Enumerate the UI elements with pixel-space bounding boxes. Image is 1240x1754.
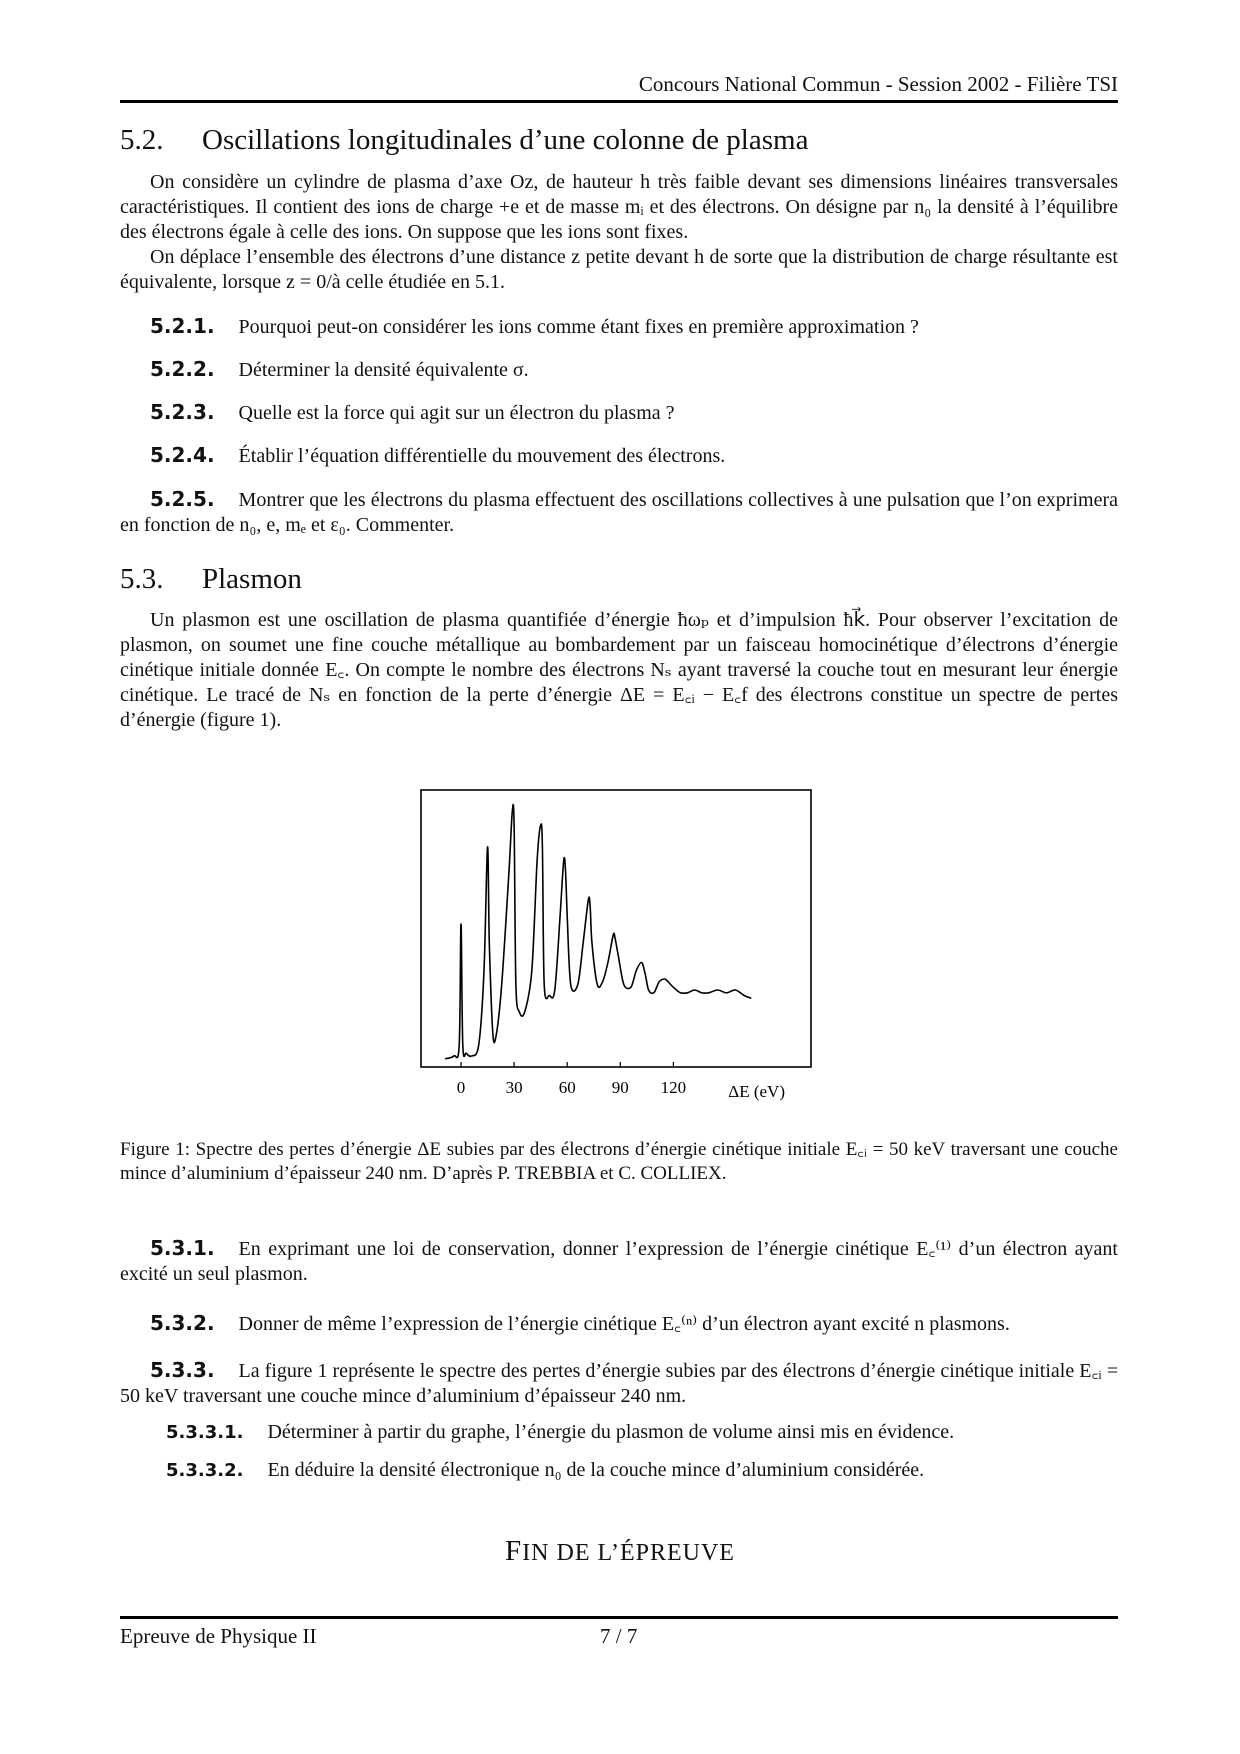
question-text: Quelle est la force qui agit sur un électron du plasma ?: [238, 402, 675, 424]
question-number: 5.2.3.: [150, 400, 215, 424]
question-text: Déterminer à partir du graphe, l’énergie du plasmon de volume ainsi mis en évidence.: [267, 1421, 955, 1443]
x-tick-label: 120: [660, 1078, 687, 1097]
question-5-2-4: [120, 443, 1118, 469]
end-first-letter: F: [505, 1535, 523, 1567]
section-heading-5-2: [120, 124, 808, 157]
question-number: 5.3.3.2.: [166, 1460, 244, 1481]
question-number: 5.3.2.: [150, 1311, 215, 1335]
x-tick-label: 0: [456, 1078, 466, 1097]
section-number: 5.3.: [120, 563, 164, 595]
energy-loss-spectrum-chart: [400, 780, 840, 1120]
x-tick-label: 90: [611, 1078, 629, 1097]
question-text: Donner de même l’expression de l’énergie cinétique E꜀⁽ⁿ⁾ d’un électron ayant excité n plasmons.: [238, 1313, 1010, 1335]
question-number: 5.2.2.: [150, 357, 215, 381]
header-rule: [120, 100, 1118, 103]
page-header: Concours National Commun - Session 2002 - Filière TSI: [638, 72, 1118, 96]
question-5-3-2: [120, 1311, 1118, 1337]
footer-exam-name: Epreuve de Physique II: [120, 1624, 317, 1648]
question-text: En exprimant une loi de conservation, donner l’expression de l’énergie cinétique E꜀⁽¹⁾ d’un électron ayant excité un seul plasmon.: [120, 1238, 1118, 1285]
subquestion-5-3-3-2: [120, 1458, 1118, 1483]
plot-frame: [421, 790, 811, 1067]
question-5-2-5: [120, 487, 1118, 538]
question-number: 5.3.1.: [150, 1236, 215, 1260]
section-number: 5.2.: [120, 124, 164, 156]
spectrum-curve: [445, 805, 751, 1059]
end-rest: IN DE L’ÉPREUVE: [522, 1540, 735, 1566]
paragraph-5-2-displacement: On déplace l’ensemble des électrons d’une distance z petite devant h de sorte que la distribution de charge résultante est équivalente, lorsque z = 0/à celle étudiée en 5.1.: [120, 246, 1118, 293]
question-text: Déterminer la densité équivalente σ.: [238, 359, 529, 381]
section-heading-5-3: [120, 563, 302, 596]
question-number: 5.2.4.: [150, 443, 215, 467]
question-5-2-3: [120, 400, 1118, 426]
x-axis-label: ΔE (eV): [728, 1082, 785, 1101]
question-text: La figure 1 représente le spectre des pertes d’énergie subies par des électrons d’énergie cinétique initiale E꜀ᵢ = 50 keV traversant une couche mince d’aluminium d’épaisseur 240 nm.: [120, 1360, 1118, 1407]
x-tick-label: 60: [558, 1078, 576, 1097]
question-text: Montrer que les électrons du plasma effectuent des oscillations collectives à une pulsation que l’on exprimera en fonction de n₀, e, mₑ et ε₀. Commenter.: [120, 489, 1118, 536]
question-number: 5.2.1.: [150, 314, 215, 338]
figure-caption: Figure 1: Spectre des pertes d’énergie ΔE subies par des électrons d’énergie cinétique initiale E꜀ᵢ = 50 keV traversant une couche mince d’aluminium d’épaisseur 240 nm. D’après P. TREBBIA et C. COLLIEX.: [120, 1139, 1118, 1184]
question-number: 5.3.3.1.: [166, 1422, 244, 1443]
question-5-2-2: [120, 357, 1118, 383]
question-number: 5.2.5.: [150, 487, 215, 511]
section-title: Oscillations longitudinales d’une colonne de plasma: [202, 124, 809, 156]
x-tick-label: 30: [505, 1078, 523, 1097]
paragraph-5-3-plasmon: Un plasmon est une oscillation de plasma quantifiée d’énergie ħωₚ et d’impulsion ħk⃗. Pour observer l’excitation de plasmon, on soumet une fine couche métallique au bombardement par un faisceau homocinétique d’électrons d’énergie cinétique initiale donnée E꜀. On compte le nombre des électrons Nₛ ayant traversé la couche tout en mesurant leur énergie cinétique. Le tracé de Nₛ en fonction de la perte d’énergie ΔE = E꜀ᵢ − E꜀f des électrons constitue un spectre de pertes d’énergie (figure 1).: [120, 609, 1118, 731]
footer-rule: [120, 1616, 1118, 1619]
question-5-2-1: [120, 314, 1118, 340]
question-5-3-1: [120, 1236, 1118, 1287]
question-text: En déduire la densité électronique n₀ de la couche mince d’aluminium considérée.: [267, 1459, 925, 1481]
question-number: 5.3.3.: [150, 1358, 215, 1382]
page-number: 7 / 7: [600, 1624, 638, 1648]
section-title: Plasmon: [202, 563, 302, 595]
subquestion-5-3-3-1: [120, 1420, 1118, 1445]
question-text: Pourquoi peut-on considérer les ions comme étant fixes en première approximation ?: [238, 316, 919, 338]
paragraph-5-2-intro: On considère un cylindre de plasma d’axe Oz, de hauteur h très faible devant ses dimensions linéaires transversales caractéristiques. Il contient des ions de charge +e et de masse mᵢ et des électrons. On désigne par n₀ la densité à l’équilibre des électrons égale à celle des ions. On suppose que les ions sont fixes.: [120, 171, 1118, 243]
question-5-3-3: [120, 1358, 1118, 1409]
question-text: Établir l’équation différentielle du mouvement des électrons.: [238, 445, 726, 467]
end-of-exam: [0, 1535, 1240, 1568]
